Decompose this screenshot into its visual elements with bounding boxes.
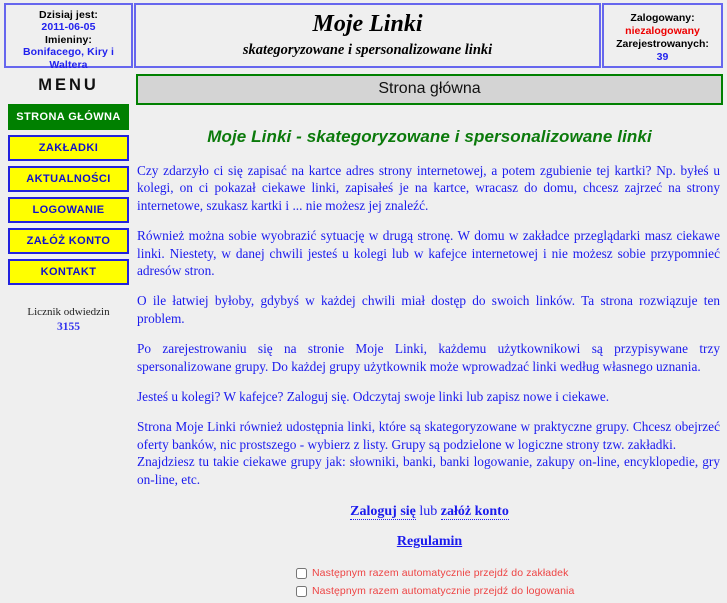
- page-header: [0, 0, 727, 71]
- nameday-value-line1: Bonifacego, Kiry i: [22, 46, 115, 59]
- visit-counter-value: 3155: [57, 320, 80, 333]
- sidebar-item-aktualnosci[interactable]: AKTUALNOŚCI: [8, 166, 129, 192]
- paragraph: Strona Moje Linki również udostępnia linki, które są skategoryzowane w praktyczne grupy. Chcesz obejrzeć oferty banków, nic prostszego - wybierz z listy. Grupy są podzielone w logiczne strony tzw. zakładki.: [137, 419, 720, 452]
- site-title: Moje Linki: [312, 11, 423, 38]
- nameday-value-line2: Waltera: [49, 58, 88, 71]
- or-separator: lub: [419, 504, 438, 520]
- visit-counter-label: Licznik odwiedzin: [27, 306, 110, 318]
- breadcrumb: Strona główna: [136, 74, 723, 105]
- logged-label: Zalogowany:: [630, 12, 695, 24]
- registered-label: Zarejestrowanych:: [616, 38, 709, 51]
- sidebar-item-zaloz-konto[interactable]: ZAŁÓŻ KONTO: [8, 228, 129, 254]
- article-text: [136, 162, 723, 488]
- paragraph: Czy zdarzyło ci się zapisać na kartce adres strony internetowej, a potem zgubienie tej kartki? Np. byłeś u kolegi, on ci pokazał ciekawe linki, zapisałeś je na kartce, wracasz do domu, chcesz zajrzeć na strony internetowe, szukasz kartki i ... nie możesz jej znaleźć.: [137, 163, 720, 213]
- checkbox-row-logowanie[interactable]: [296, 585, 723, 597]
- nameday-label: Imieniny:: [45, 33, 92, 46]
- registered-count: 39: [656, 51, 669, 64]
- paragraph: Również można sobie wyobrazić sytuację w drugą stronę. W domu w zakładce przeglądarki masz ciekawe linki. Niestety, w danej chwili jesteś u kolegi lub w kafejce internetowej i nie możesz sobie przypomnieć adresów stron.: [137, 228, 720, 279]
- auto-goto-bookmarks-label[interactable]: Następnym razem automatycznie przejdź do zakładek: [312, 567, 569, 580]
- auto-goto-login-checkbox[interactable]: [296, 586, 307, 597]
- site-tagline: skategoryzowane i spersonalizowane linki: [242, 42, 493, 59]
- auto-goto-login-label[interactable]: Następnym razem automatycznie przejdź do logowania: [312, 585, 575, 598]
- visit-counter: [4, 305, 133, 335]
- terms-link[interactable]: Regulamin: [396, 534, 463, 550]
- logged-value: niezalogowany: [625, 25, 700, 38]
- login-link[interactable]: Zaloguj się: [350, 504, 416, 520]
- paragraph: Po zarejestrowaniu się na stronie Moje Linki, każdemu użytkownikowi są przypisywane trzy spersonalizowane grupy. Do każdej grupy użytkownik może wprowadzać linki według własnego uznania.: [137, 341, 720, 374]
- today-date: 2011-06-05: [41, 21, 96, 34]
- sidebar: [4, 68, 133, 335]
- paragraph: Jesteś u kolegi? W kafejce? Zaloguj się. Odczytaj swoje linki lub zapisz nowe i ciekawe.: [137, 389, 610, 405]
- register-link[interactable]: załóż konto: [440, 504, 509, 520]
- paragraph: O ile łatwiej byłoby, gdybyś w każdej chwili miał dostęp do swoich linków. Ta strona rozwiązuje ten problem.: [137, 293, 720, 326]
- site-title-box: [134, 3, 601, 68]
- sidebar-item-zakladki[interactable]: ZAKŁADKI: [8, 135, 129, 161]
- body-columns: [0, 68, 727, 603]
- terms-link-row: [136, 532, 723, 550]
- sidebar-item-strona-glowna[interactable]: STRONA GŁÓWNA: [8, 104, 129, 130]
- auto-goto-bookmarks-checkbox[interactable]: [296, 568, 307, 579]
- main-content: [136, 68, 723, 603]
- sidebar-item-logowanie[interactable]: LOGOWANIE: [8, 197, 129, 223]
- paragraph: Znajdziesz tu takie ciekawe grupy jak: słowniki, banki, banki logowanie, zakupy on-line, encyklopedie, gry on-line, etc.: [137, 454, 720, 487]
- login-status-box: [602, 3, 723, 68]
- sidebar-item-kontakt[interactable]: KONTAKT: [8, 259, 129, 285]
- checkbox-row-zakladki[interactable]: [296, 567, 723, 579]
- today-label: Dzisiaj jest:: [38, 9, 99, 21]
- auth-links-row: [136, 504, 723, 520]
- page-title: Moje Linki - skategoryzowane i spersonalizowane linki: [207, 127, 652, 146]
- date-info-box: [4, 3, 133, 71]
- menu-heading: MENU: [38, 76, 99, 94]
- auto-redirect-options: [136, 567, 723, 597]
